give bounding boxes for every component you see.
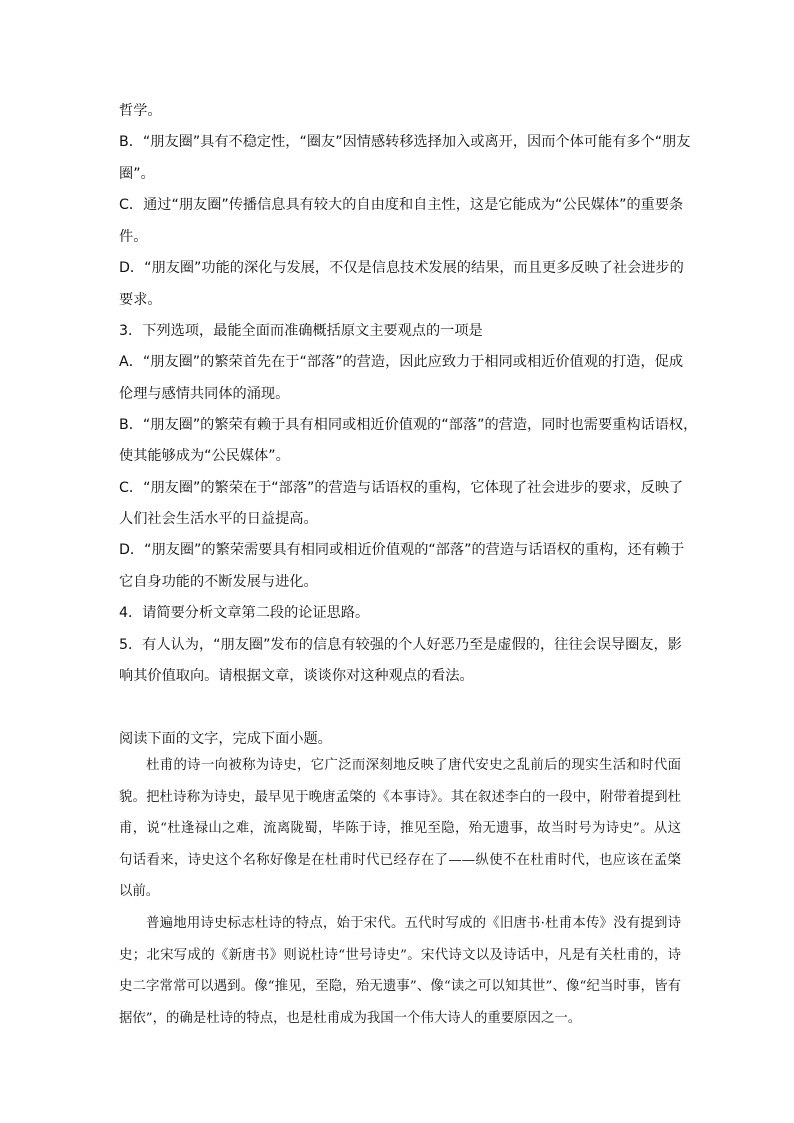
question-line: C．通过“朋友圈”传播信息具有较大的自由度和自主性，这是它能成为“公民媒体”的重要条	[119, 197, 684, 213]
question-line: 要求。	[119, 292, 162, 308]
question-line: 3．下列选项，最能全面而准确概括原文主要观点的一项是	[119, 323, 483, 339]
question-line: 哲学。	[119, 103, 162, 119]
question-line: 人们社会生活水平的日益提高。	[119, 511, 318, 527]
question-line: 伦理与感情共同体的涌现。	[119, 386, 290, 402]
question-line: 它自身功能的不断发展与进化。	[119, 574, 318, 590]
passage-paragraph: 普遍地用诗史标志杜诗的特点，始于宋代。五代时写成的《旧唐书·杜甫本传》没有提到诗史；北宋写成的《新唐书》则说杜诗“世号诗史”。宋代诗文以及诗话中，凡是有关杜甫的，诗史二字常常可以遇到。像“推见，至隐，殆无遗事”、像“读之可以知其世”、像“纪当时事，皆有据依”，的确是杜诗的特点，也是杜甫成为我国一个伟大诗人的重要原因之一。	[119, 916, 681, 1026]
question-line: 件。	[119, 229, 148, 245]
question-line: C．“朋友圈”的繁荣在于“部落”的营造与话语权的重构，它体现了社会进步的要求，反映了	[119, 480, 684, 496]
question-line: D．“朋友圈”的繁荣需要具有相同或相近价值观的“部落”的营造与话语权的重构，还有赖于	[119, 542, 685, 558]
passage-paragraph: 杜甫的诗一向被称为诗史，它广泛而深刻地反映了唐代安史之乱前后的现实生活和时代面貌。把杜诗称为诗史，最早见于晚唐孟棨的《本事诗》。其在叙述李白的一段中，附带着提到杜甫，说“杜逢禄山之难，流离陇蜀，毕陈于诗，推见至隐，殆无遗事，故当时号为诗史”。从这句话看来，诗史这个名称好像是在杜甫时代已经存在了——纵使不在杜甫时代，也应该在孟棨以前。	[119, 758, 681, 900]
question-line: D．“朋友圈”功能的深化与发展，不仅是信息技术发展的结果，而且更多反映了社会进步的	[119, 260, 684, 276]
question-line: B．“朋友圈”具有不稳定性，“圈友”因情感转移选择加入或离开，因而个体可能有多个“朋友	[119, 134, 691, 150]
question-line: 响其价值取向。请根据文章，谈谈你对这种观点的看法。	[119, 668, 474, 684]
question-line: B．“朋友圈”的繁荣有赖于具有相同或相近价值观的“部落”的营造，同时也需要重构话语权，	[119, 417, 698, 433]
question-line: A．“朋友圈”的繁荣首先在于“部落”的营造，因此应致力于相同或相近价值观的打造，促成	[119, 354, 684, 370]
question-line: 使其能够成为“公民媒体”。	[119, 448, 290, 464]
question-line: 4．请简要分析文章第二段的论证思路。	[119, 605, 370, 621]
question-line: 圈”。	[119, 166, 155, 182]
reading-instruction: 阅读下面的文字，完成下面小题。	[119, 731, 332, 747]
question-line: 5．有人认为，“朋友圈”发布的信息有较强的个人好恶乃至是虚假的，往往会误导圈友，影	[119, 637, 682, 653]
